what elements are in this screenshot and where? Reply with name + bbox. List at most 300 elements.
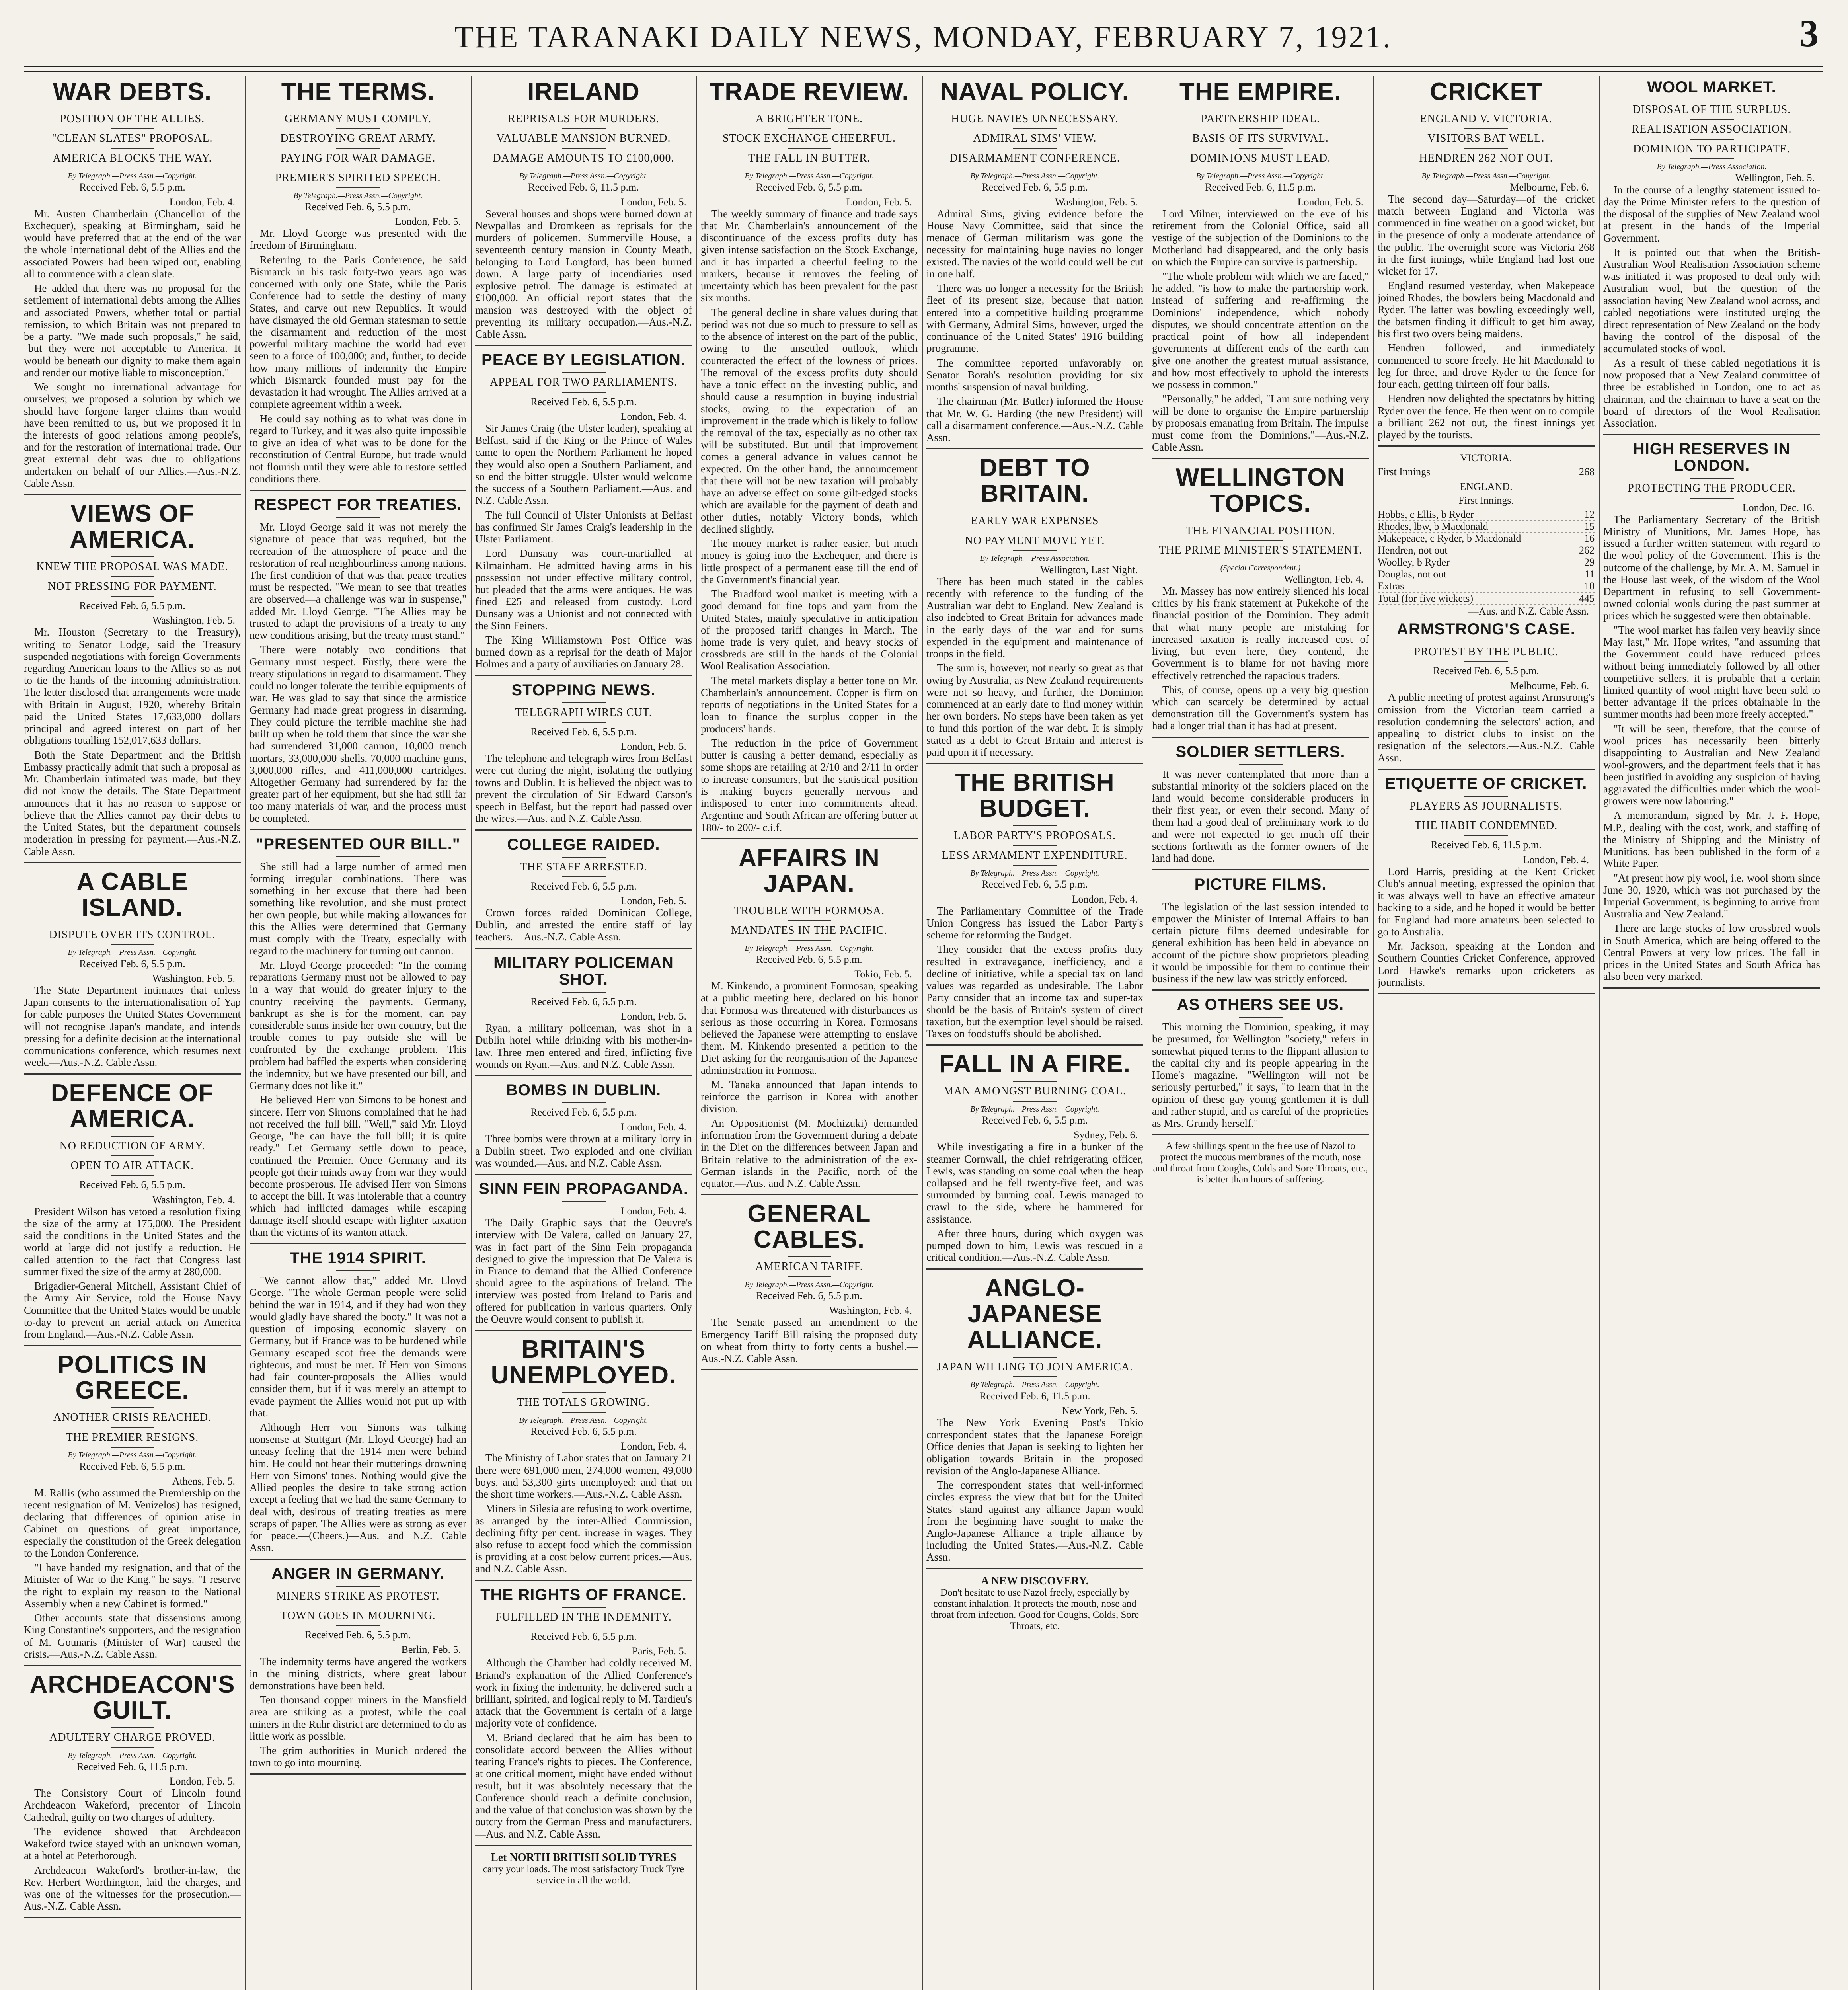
article-headline: DEFENCE OF AMERICA. <box>51 1079 214 1133</box>
section-divider <box>475 948 692 949</box>
divider <box>1013 845 1057 846</box>
section-divider <box>1152 869 1369 870</box>
article-paragraph: The correspondent states that well-informed circles express the view that but for the United States' stand against any alliance Japan would from the beginning have sought to make the Anglo-Japanese Alliance a triple alliance by including the United States.—Aus.-N.Z. Cable Assn. <box>926 1479 1143 1563</box>
article-headline: ANGER IN GERMANY. <box>271 1565 444 1582</box>
article-paragraph: Although the Chamber had coldly received M. Briand's explanation of the Allied Conference's work in fixing the indemnity, he delivered such a brilliant, spirited, and logical reply to M. Tardieu's attack that the Government is certain of a large majority vote of confidence. <box>475 1657 692 1729</box>
article-subheading: POSITION OF THE ALLIES. <box>60 113 205 125</box>
divider <box>1464 835 1508 836</box>
article-paragraph: A public meeting of protest against Armstrong's omission from the Victorian team carried a resolution condemning the selectors' action, and appealing to district clubs to insist on the resignation of the selectors.—Aus.-N.Z. Cable Assn. <box>1378 691 1595 764</box>
article-paragraph: The money market is rather easier, but much money is going into the Exchequer, and there is little prospect of a permanent ease till the end of the Government's financial year. <box>701 537 918 585</box>
article-byline: By Telegraph.—Press Assn.—Copyright. <box>970 172 1099 181</box>
article-paragraph: He could say nothing as to what was done in regard to Turkey, and it was also quite impossible to give an idea of what was to be done for the reconstitution of Central Europe, but trade would not flourish until they were able to restore settled conditions there. <box>250 412 466 485</box>
article-paragraph: M. Tanaka announced that Japan intends to reinforce the garrison in Korea with another division. <box>701 1079 918 1115</box>
article-paragraph: Sir James Craig (the Ulster leader), speaking at Belfast, said if the King or the Prince of Wales came to open the Northern Parliament he hoped they would also open a Southern Parliament, and so end the bitter struggle. Ulster would welcome the success of a Southern Parliament.—Aus. and N.Z. Cable Assn. <box>475 422 692 507</box>
article-byline: By Telegraph.—Press Association. <box>980 554 1090 563</box>
article-received: Received Feb. 6, 5.5 p.m. <box>530 995 637 1007</box>
section-divider <box>475 1580 692 1581</box>
article-byline: By Telegraph.—Press Assn.—Copyright. <box>970 1380 1099 1389</box>
article-dateline: Washington, Feb. 5. <box>152 972 235 984</box>
divider <box>111 1727 154 1728</box>
advert-text: Don't hesitate to use Nazol freely, especially by constant inhalation. It protects the mouth, nose and throat from infection. Good for Coughs, Colds, Sore Throats, etc. <box>930 1587 1139 1632</box>
article-dateline: London, Feb. 5. <box>620 1011 686 1022</box>
article-headline: AS OTHERS SEE US. <box>1177 996 1344 1014</box>
article-dateline: Paris, Feb. 5. <box>632 1645 686 1657</box>
article-paragraph: Hendren followed, and immediately commenced to score freely. He hit Macdonald to leg for three, and drove Ryder to the fence for four each, getting thirteen off four balls. <box>1378 342 1595 390</box>
column-separator <box>1599 76 1600 1990</box>
article-paragraph: M. Briand declared that he aim has been to consolidate accord between the Allies without tearing France's rights to pieces. The Conference, at one critical moment, might have ended without result, but it was absolutely necessary that the Conference should reach a definite conclusion, and the value of that conclusion was shown by the outcry from the German Press and manufacturers.—Aus. and N.Z. Cable Assn. <box>475 1731 692 1840</box>
article-dateline: London, Feb. 4. <box>169 196 235 208</box>
divider <box>111 1427 154 1428</box>
divider <box>336 1586 380 1587</box>
article-subheading: DISPOSAL OF THE SURPLUS. <box>1632 103 1791 116</box>
column-separator <box>245 76 246 1990</box>
divider <box>562 722 606 723</box>
article <box>926 1275 1143 1569</box>
article-received: Received Feb. 6, 5.5 p.m. <box>982 1114 1088 1126</box>
article-paragraph: There are large stocks of low crossbred wools in South America, which are being offered to the Central Powers at very low prices. The fall in prices in the United States and South Africa has also been very marked. <box>1603 922 1820 983</box>
article-received: Received Feb. 6, 5.5 p.m. <box>530 726 637 737</box>
article-headline: DEBT TO BRITAIN. <box>979 454 1090 508</box>
section-divider <box>475 675 692 676</box>
article-dateline: Melbourne, Feb. 6. <box>1510 181 1589 193</box>
article-subheading: DOMINIONS MUST LEAD. <box>1190 152 1331 164</box>
article-subheading: NO REDUCTION OF ARMY. <box>59 1139 205 1152</box>
article <box>475 1586 692 1846</box>
section-divider <box>24 494 241 495</box>
article-subheading: MANDATES IN THE PACIFIC. <box>731 924 887 937</box>
article-subheading: EARLY WAR EXPENSES <box>971 515 1099 527</box>
article-paragraph: The Bradford wool market is meeting with a good demand for fine tops and yarn from the United States, mainly speculative in anticipation of the proposed tariff changes in March. The home trade is very quiet, and heavy stocks of crossbreds are still in the hands of the Colonial Wool Realisation Association. <box>701 588 918 672</box>
article-paragraph: "Personally," he added, "I am sure nothing very will be done to organise the Empire partnership by proposals emanating from Britain. The impulse must come from the Dominions."—Aus.-N.Z. Cable Assn. <box>1152 393 1369 453</box>
article-paragraph: Admiral Sims, giving evidence before the House Navy Committee, said that since the menace of German militarism was gone the necessity for maintaining huge navies no longer existed. The navies of the world could well be cut in one half. <box>926 207 1143 280</box>
article <box>926 79 1143 449</box>
article-received: Received Feb. 6, 5.5 p.m. <box>530 396 637 408</box>
section-divider <box>250 829 466 830</box>
section-divider <box>926 448 1143 449</box>
article-paragraph: "The whole problem with which we are faced," he added, "is how to make the partnership work. Instead of suffering and re-affirming the Dominions' independence, which nobody disputes, we should concentrate attention on the practical point of how all independent governments at different ends of the earth can give one another the greatest mutual assistance, and how most effectively to uphold the interests we possess in common." <box>1152 270 1369 391</box>
divider <box>1239 148 1283 149</box>
divider <box>562 372 606 373</box>
article <box>24 869 241 1075</box>
total-runs: 445 <box>1579 592 1595 604</box>
column-1 <box>24 76 241 1990</box>
article-paragraph: The telephone and telegraph wires from Belfast were cut during the night, isolating the outlying towns and Dublin. It is believed the object was to prevent the circulation of Sir Edward Carson's speech in Belfast, but the report had passed over the wires.—Aus. and N.Z. Cable Assn. <box>475 752 692 825</box>
advertisement <box>926 1575 1143 1632</box>
column-2 <box>250 76 466 1990</box>
article-dateline: Washington, Feb. 5. <box>152 615 235 626</box>
article-received: Received Feb. 6, 11.5 p.m. <box>77 1760 188 1772</box>
article-received: Received Feb. 6, 5.5 p.m. <box>530 880 637 892</box>
scorecard-row <box>1378 521 1595 533</box>
total-label: Total (for five wickets) <box>1378 592 1474 604</box>
advert-text: A few shillings spent in the free use of Nazol to protect the mucous membranes of the mouth, nose and throat from Coughs, Colds and Sore Throats, etc., is better than hours of suffering. <box>1153 1141 1368 1185</box>
article-paragraph: Mr. Massey has now entirely silenced his local critics by his frank statement at Pukekohe of the financial position of the Dominion. They admit that what many people are mistaking for increased taxation is really increased cost of living, but even here, they contend, the Government is to blame for not having more effectively retrenched the rapacious traders. <box>1152 585 1369 681</box>
article-subheading: DAMAGE AMOUNTS TO £100,000. <box>493 152 674 164</box>
article-received: Received Feb. 6, 11.5 p.m. <box>528 181 639 193</box>
article-paragraph: Crown forces raided Dominican College, Dublin, and arrested the entire staff of lay teachers.—Aus.-N.Z. Cable Assn. <box>475 907 692 943</box>
article-paragraph: The New York Evening Post's Tokio correspondent states that the Japanese Foreign Office denies that Japan is seeking to lighten her obligation towards Britain in the proposed revision of the Anglo-Japanese Alliance. <box>926 1416 1143 1477</box>
article-paragraph: The Daily Graphic says that the Oeuvre's interview with De Valera, called on January 27, was in fact part of the Sinn Fein propaganda designed to give the impression that De Valera is in France to demand that the Allied Conference should agree to the aspirations of Ireland. The interview was posted from Ireland to Paris and offered for publication in various quarters. Only the Oeuvre would consent to publish it. <box>475 1217 692 1325</box>
column-6 <box>1152 76 1369 1990</box>
advertisement <box>1152 1141 1369 1185</box>
divider <box>788 128 831 129</box>
article-paragraph: Mr. Jackson, speaking at the London and Southern Counties Cricket Conference, approved Lord Hawke's remarks upon cricketers as journalists. <box>1378 940 1595 988</box>
article-headline: SOLDIER SETTLERS. <box>1175 743 1345 761</box>
divider <box>562 128 606 129</box>
article-paragraph: President Wilson has vetoed a resolution fixing the size of the army at 175,000. The President said the conditions in the United States and the world at large did not justify a reduction. He called attention to the fact that Congress last summer fixed the size of the army at 280,000. <box>24 1205 241 1278</box>
article <box>24 501 241 863</box>
article-subheading: HUGE NAVIES UNNECESSARY. <box>951 113 1119 125</box>
article-byline: By Telegraph.—Press Assn.—Copyright. <box>68 1751 197 1760</box>
article-received: Received Feb. 6, 5.5 p.m. <box>79 600 185 612</box>
divider <box>1690 478 1734 479</box>
article-headline: ETIQUETTE OF CRICKET. <box>1385 775 1587 792</box>
article-subheading: MAN AMONGST BURNING COAL. <box>943 1085 1126 1098</box>
divider <box>1013 148 1057 149</box>
article-byline: By Telegraph.—Press Assn.—Copyright. <box>68 172 197 181</box>
section-divider <box>701 1194 918 1195</box>
article-paragraph: Mr. Lloyd George proceeded: "In the coming reparations Germany must not be allowed to pay in a way that would do greater injury to the country receiving the payments. Germany, bankrupt as she is for the moment, can pay considerable sums inside her own country, but the trouble comes to pay outside she will be confronted by the exchange problem. This problem had baffled the experts when considering the indemnity, but we have presented our bill, and Germany does not like it." <box>250 959 466 1092</box>
scorecard-total <box>1378 593 1595 605</box>
article-subheading: HENDREN 262 NOT OUT. <box>1419 152 1553 164</box>
article-paragraph: Archdeacon Wakeford's brother-in-law, the Rev. Herbert Worthington, laid the charges, and was one of the witnesses for the prosecution.—Aus.-N.Z. Cable Assn. <box>24 1864 241 1912</box>
divider <box>562 1607 606 1608</box>
article-subheading: THE TOTALS GROWING. <box>517 1396 650 1409</box>
section-divider <box>1378 993 1595 994</box>
article-subheading: PLAYERS AS JOURNALISTS. <box>1409 800 1563 812</box>
divider <box>336 856 380 857</box>
scorecard-row <box>1378 466 1595 478</box>
article-subheading: STOCK EXCHANGE CHEERFUL. <box>723 132 896 145</box>
article-headline: STOPPING NEWS. <box>511 681 656 699</box>
section-divider <box>1152 989 1369 991</box>
article-headline: THE BRITISH BUDGET. <box>955 769 1115 823</box>
divider <box>1013 1101 1057 1102</box>
article <box>1603 441 1820 988</box>
divider <box>1464 128 1508 129</box>
article-subheading: ENGLAND V. VICTORIA. <box>1420 113 1552 125</box>
scorecard <box>1378 452 1595 617</box>
section-divider <box>24 1665 241 1666</box>
article-headline: IRELAND <box>527 78 640 105</box>
article-subheading: REALISATION ASSOCIATION. <box>1632 123 1792 136</box>
scorecard-team: ENGLAND. <box>1460 480 1513 492</box>
divider <box>788 940 831 941</box>
article-dateline: Sydney, Feb. 6. <box>1074 1129 1138 1141</box>
divider <box>111 1407 154 1408</box>
divider <box>111 944 154 945</box>
article-dateline: London, Feb. 5. <box>395 216 461 228</box>
article-dateline: London, Feb. 4. <box>1523 854 1589 866</box>
article-byline: By Telegraph.—Press Association. <box>1657 162 1767 172</box>
article-headline: THE EMPIRE. <box>1179 78 1342 105</box>
article-paragraph: Lord Harris, presiding at the Kent Cricket Club's annual meeting, expressed the opinion that it was always well to have an effective amateur backing to a side, and he hoped it would be better for England had more amateurs been selected to go to Australia. <box>1378 865 1595 938</box>
article <box>250 1250 466 1559</box>
divider <box>111 1136 154 1137</box>
article-paragraph: M. Kinkendo, a prominent Formosan, speaking at a public meeting here, declared on his honor that Formosa was threatened with disturbances as serious as those occurring in Korea. Formosans believed the Japanese were attempting to enslave them. M. Kinkendo presented a petition to the Diet asking for the reorganisation of the Japanese administration in Formosa. <box>701 980 918 1076</box>
article-dateline: Melbourne, Feb. 6. <box>1510 680 1589 692</box>
article-received: Received Feb. 6, 5.5 p.m. <box>305 201 411 213</box>
divider <box>562 702 606 703</box>
article <box>250 836 466 1244</box>
article-byline: By Telegraph.—Press Assn.—Copyright. <box>970 869 1099 878</box>
article-paragraph: The Senate passed an amendment to the Emergency Tariff Bill raising the proposed duty on wheat from thirty to forty cents a bushel.—Aus.-N.Z. Cable Assn. <box>701 1316 918 1365</box>
article-headline: THE TERMS. <box>281 78 435 105</box>
article-dateline: London, Feb. 5. <box>620 741 686 753</box>
article-received: Received Feb. 6, 5.5 p.m. <box>530 1106 637 1118</box>
article-paragraph: Several houses and shops were burned down at Newpallas and Dromkeen as reprisals for the murders of policemen. Summerville House, a seventeenth century mansion in County Meath, belonging to Lord Longford, has been burned down. A large party of incendiaries used explosive petrol. The damage is estimated at £100,000. An official report states that the mansion was destroyed with the object of preventing its military occupation.—Aus.-N.Z. Cable Assn. <box>475 207 692 340</box>
article-dateline: Berlin, Feb. 5. <box>401 1644 461 1656</box>
column-separator <box>1373 76 1374 1990</box>
batsman-runs: 12 <box>1584 508 1595 520</box>
article-paragraph: While investigating a fire in a bunker of the steamer Cornwall, the chief refrigerating officer, Lewis, was standing on some coal when the heap collapsed and he fell twenty-five feet, and was surrounded by burning coal. Lewis managed to crawl to the side, where he hammered for assistance. <box>926 1141 1143 1225</box>
article-headline: GENERAL CABLES. <box>747 1200 871 1254</box>
batsman-name: Makepeace, c Ryder, b Macdonald <box>1378 533 1521 544</box>
column-8 <box>1603 76 1820 1990</box>
divider <box>1690 139 1734 140</box>
article-dateline: London, Feb. 5. <box>620 895 686 907</box>
article-headline: ARCHDEACON'S GUILT. <box>29 1671 235 1725</box>
article-paragraph: As a result of these cabled negotiations it is now proposed that a New Zealand committee of three be established in London, one to act as chairman, and the chairman to have a seat on the board of directors of the Wool Realisation Association. <box>1603 357 1820 429</box>
divider <box>111 1447 154 1448</box>
column-4 <box>701 76 918 1990</box>
divider <box>788 1256 831 1257</box>
scorecard-row <box>1378 544 1595 556</box>
article-paragraph: It is pointed out that when the British-Australian Wool Realisation Association scheme was initiated it was proposed to deal only with Australian wool, but the question of the association having New Zealand wool across, and cabled negotiations were instituted urging the direct representation of New Zealand on the body having the control of the disposal of the accumulated stocks of wool. <box>1603 246 1820 355</box>
advert-text: carry your loads. The most satisfactory Truck Tyre service in all the world. <box>483 1864 684 1886</box>
article-paragraph: In the course of a lengthy statement issued to-day the Prime Minister refers to the question of the disposal of the supplies of New Zealand wool at present in the hands of the Imperial Government. <box>1603 183 1820 244</box>
article-headline: POLITICS IN GREECE. <box>57 1351 207 1405</box>
masthead <box>24 7 1823 75</box>
batsman-name: Hobbs, c Ellis, b Ryder <box>1378 508 1474 520</box>
article-paragraph: The Ministry of Labor states that on January 21 there were 691,000 men, 274,000 women, 49,000 boys, and 53,300 girts unemployed; and that on the short time workers.—Aus.-N.Z. Cable Assn. <box>475 1452 692 1500</box>
article-received: Received Feb. 6, 11.5 p.m. <box>1205 181 1316 193</box>
article-dateline: London, Feb. 4. <box>620 410 686 422</box>
divider <box>336 187 380 188</box>
article-paragraph: The legislation of the last session intended to empower the Minister of Internal Affairs to ban certain picture films deemed undesirable for general exhibition has been held in abeyance on account of the picture show proprietors pleading it would be impossible for them to continue their business if the new law was strictly enforced. <box>1152 900 1369 985</box>
article-received: Received Feb. 6, 5.5 p.m. <box>79 1179 185 1191</box>
article-dateline: Wellington, Feb. 5. <box>1735 172 1815 184</box>
article-subheading: NOT PRESSING FOR PAYMENT. <box>48 580 217 593</box>
section-divider <box>1603 987 1820 989</box>
article-received: Received Feb. 6, 5.5 p.m. <box>530 1426 637 1438</box>
article-subheading: OPEN TO AIR ATTACK. <box>70 1159 194 1172</box>
divider <box>111 596 154 597</box>
article-paragraph: Mr. Lloyd George was presented with the freedom of Birmingham. <box>250 227 466 252</box>
article-paragraph: This morning the Dominion, speaking, it may be presumed, for Wellington "society," refers in somewhat piqued terms to the flippant allusion to the capital city and its people appearing in the Home's magazine. "Wellington will not be seriously perturbed," it says, "to learn that in the opinion of these gay young gentlemen it is dull and rather stupid, and as careful of the proprieties as Mrs. Grundy herself." <box>1152 1021 1369 1130</box>
article-headline: FALL IN A FIRE. <box>939 1050 1131 1078</box>
divider <box>336 517 380 518</box>
article-subheading: A BRIGHTER TONE. <box>755 113 863 125</box>
article <box>926 455 1143 764</box>
article-subheading: PROTEST BY THE PUBLIC. <box>1414 645 1558 658</box>
article-paragraph: England resumed yesterday, when Makepeace joined Rhodes, the bowlers being Macdonald and Ryder. The latter was bowling exceedingly well, the batsmen finding it difficult to get him away, his first two overs being maidens. <box>1378 279 1595 340</box>
article-paragraph: The Parliamentary Committee of the Trade Union Congress has issued the Labor Party's scheme for reforming the Budget. <box>926 905 1143 941</box>
article-subheading: PAYING FOR WAR DAMAGE. <box>280 152 436 164</box>
article-paragraph: The indemnity terms have angered the workers in the mining districts, where great labour demonstrations have been held. <box>250 1655 466 1692</box>
divider <box>1690 498 1734 499</box>
section-divider <box>926 1044 1143 1046</box>
section-divider <box>926 1268 1143 1270</box>
article <box>926 1051 1143 1269</box>
article-headline: WOOL MARKET. <box>1647 78 1776 96</box>
divider <box>1239 540 1283 541</box>
divider <box>562 148 606 149</box>
article-subheading: THE FINANCIAL POSITION. <box>1185 524 1335 537</box>
divider <box>111 1175 154 1176</box>
divider <box>1013 1081 1057 1082</box>
article-dateline: London, Feb. 4. <box>620 1121 686 1133</box>
article <box>1603 79 1820 435</box>
scorecard-footer: —Aus. and N.Z. Cable Assn. <box>1468 605 1589 617</box>
batsman-name: Woolley, b Ryder <box>1378 556 1450 568</box>
divider <box>1690 119 1734 120</box>
article-paragraph: The evidence showed that Archdeacon Wakeford twice stayed with an unknown woman, at a hotel at Peterborough. <box>24 1825 241 1862</box>
article-paragraph: She still had a large number of armed men forming irregular combinations. There was something in her excuse that there had been something like revolution, and she must protect her own people, but while making allowances for this the Allies were determined that Germany must comply with the Treaty, especially with regard to the machinery for turning out cannon. <box>250 860 466 957</box>
article-received: Received Feb. 6, 5.5 p.m. <box>756 1290 862 1302</box>
article-dateline: London, Feb. 5. <box>1297 196 1363 208</box>
article-subheading: LABOR PARTY'S PROPOSALS. <box>954 829 1116 842</box>
article <box>926 770 1143 1046</box>
article <box>1152 996 1369 1135</box>
section-divider <box>250 1243 466 1244</box>
section-divider <box>475 345 692 346</box>
article-paragraph: The weekly summary of finance and trade says that Mr. Chamberlain's announcement of the discontinuance of the excess profits duty has given intense satisfaction on the Stock Exchange, and it has imparted a cheerful feeling to the markets, because it removes the feeling of uncertainty which has been prevalent for the past six months. <box>701 207 918 304</box>
article-byline: By Telegraph.—Press Assn.—Copyright. <box>293 191 423 200</box>
columns-container <box>24 76 1823 1990</box>
article-paragraph: The committee reported unfavorably on Senator Borah's resolution providing for six months' suspension of naval building. <box>926 357 1143 393</box>
article-paragraph: "It will be seen, therefore, that the course of wool prices has necessarily been bitterly disappointing to Australian and New Zealand wool-growers, and the department feels that it has been justified in avoiding any suspicion of having aggravated the difficulties under which the wool-growers were now labouring." <box>1603 722 1820 807</box>
masthead-title: THE TARANAKI DAILY NEWS, MONDAY, FEBRUARY 7, 1921. <box>454 20 1392 54</box>
divider <box>1464 661 1508 662</box>
article-paragraph: Referring to the Paris Conference, he said Bismarck in his task forty-two years ago was concerned with only one State, while the Paris Conference had to settle the destiny of many States, and carve out new Republics. It would have dismayed the old German statesman to settle the disarmament and reduction of the most powerful military machine the world had ever seen to a force of 100,000; and, further, to decide how many millions of indemnity the Empire which Bismarck founded must pay for the devastation it had wrought. The Allies arrived at a complete agreement within a week. <box>250 254 466 410</box>
batsman-name: Extras <box>1378 580 1404 592</box>
article-subheading: DISARMAMENT CONFERENCE. <box>949 152 1120 164</box>
article-received: Received Feb. 6, 5.5 p.m. <box>530 1631 637 1643</box>
article-paragraph: The metal markets display a better tone on Mr. Chamberlain's announcement. Copper is firm on reports of negotiations in the United States for a loan to finance the surplus copper in the producers' hands. <box>701 674 918 735</box>
divider <box>1013 128 1057 129</box>
section-divider <box>475 1174 692 1175</box>
article-paragraph: Mr. Lloyd George said it was not merely the signature of peace that was required, but the recreation of the atmosphere of peace and the restoration of real neighbourliness among nations. The first condition of that was that peace treaties must be respected. "We mean to see that treaties are observed—a challenge was war in suspense," added Mr. Lloyd George. "The Allies may be trusted to adapt the provisions of a treaty to any new conditions arising, but the treaty must stand." <box>250 521 466 642</box>
article-paragraph: A memorandum, signed by Mr. J. F. Hope, M.P., dealing with the cost, work, and staffing of the Ministry of Shipping and the Ministry of Munitions, has been published in the form of a White Paper. <box>1603 809 1820 870</box>
divider <box>111 1747 154 1748</box>
article <box>1378 621 1595 770</box>
masthead-rule <box>24 66 1823 72</box>
article-paragraph: The Consistory Court of Lincoln found Archdeacon Wakeford, precentor of Lincoln Cathedral, guilty on two charges of adultery. <box>24 1787 241 1823</box>
divider <box>788 148 831 149</box>
article-headline: ANGLO-JAPANESE ALLIANCE. <box>967 1274 1103 1354</box>
divider <box>336 1625 380 1626</box>
article-paragraph: The chairman (Mr. Butler) informed the House that Mr. W. G. Harding (the new President) will call a disarmament conference.—Aus.-N.Z. Cable Assn. <box>926 395 1143 443</box>
article-dateline: London, Feb. 4. <box>620 1205 686 1217</box>
article-received: Received Feb. 6, 5.5 p.m. <box>79 958 185 970</box>
article-headline: HIGH RESERVES IN LONDON. <box>1633 440 1791 475</box>
article-headline: RESPECT FOR TREATIES. <box>254 496 462 514</box>
article-paragraph: Both the State Department and the British Embassy practically admit that such a proposal as Mr. Chamberlain intimated was made, but they did not know the details. The State Department announces that it has no reason to suppose or believe that the Allies cannot pay their debts to the United States, but the department counsels moderation in pressing for payment.—Aus.-N.Z. Cable Assn. <box>24 749 241 857</box>
article-subheading: ADMIRAL SIMS' VIEW. <box>973 132 1097 145</box>
article-headline: COLLEGE RAIDED. <box>507 835 660 853</box>
article-paragraph: There were notably two conditions that Germany must respect. Firstly, there were the treaty stipulations in regard to disarmament. They could no longer tolerate the terrible equipments of war. He was glad to say that since the armistice Germany had made great progress in disarming. They could picture the terrible machine she had built up when he told them that since the war she had surrendered 31,000 cannon, 10,000 trench mortars, 33,000,000 shells, 70,000 machine guns, 3,000,000 rifles, and 411,000,000 cartridges. Altogether Germany had surrendered by far the greater part of her equipment, but she had still far too many materials of war, and the process must be completed. <box>250 644 466 824</box>
article-subheading: APPEAL FOR TWO PARLIAMENTS. <box>490 376 677 389</box>
article-received: Received Feb. 6, 5.5 p.m. <box>79 1460 185 1472</box>
article-paragraph: After three hours, during which oxygen was pumped down to him, Lewis was rescued in a critical condition.—Aus.-N.Z. Cable Assn. <box>926 1227 1143 1264</box>
article-subheading: DOMINION TO PARTICIPATE. <box>1633 142 1790 155</box>
article-paragraph: "At present how ply wool, i.e. wool shorn since June 30, 1920, which was not purchased by the Imperial Government, is beginning to arrive from Australia and New Zealand." <box>1603 872 1820 920</box>
article-headline: PICTURE FILMS. <box>1194 875 1327 893</box>
article-subheading: THE PRIME MINISTER'S STATEMENT. <box>1159 544 1362 557</box>
batsman-name: Douglas, not out <box>1378 568 1446 580</box>
divider <box>788 920 831 921</box>
divider <box>562 1412 606 1413</box>
section-divider <box>701 1369 918 1370</box>
page-number: 3 <box>1799 12 1819 55</box>
article-paragraph: Lord Milner, interviewed on the eve of his retirement from the Colonial Office, said all vestige of the subjection of the Dominions to the Motherland had disappeared, and the only basis on which the Empire can survive is partnership. <box>1152 207 1369 268</box>
article-paragraph: The reduction in the price of Government butter is causing a better demand, especially as some shops are retailing at 2/10 and 2/11 in order to increase consumers, but the statistical position is making buyers generally nervous and indisposed to enter into commitments ahead. Argentine and South African are offering butter at 180/- to 200/- c.i.f. <box>701 737 918 833</box>
batsman-runs: 15 <box>1584 520 1595 532</box>
article-headline: TRADE REVIEW. <box>709 78 909 105</box>
article-subheading: ANOTHER CRISIS REACHED. <box>53 1411 212 1424</box>
article-subheading: KNEW THE PROPOSAL WAS MADE. <box>36 560 228 573</box>
article-headline: WELLINGTON TOPICS. <box>1175 464 1345 517</box>
article <box>1152 79 1369 459</box>
article-paragraph: The second day—Saturday—of the cricket match between England and Victoria was commenced in fine weather on a good wicket, but in the presence of only a moderate attendance of the public. The overnight score was Victoria 268 in the first innings, while England had lost one wicket for 17. <box>1378 193 1595 277</box>
article-received: Received Feb. 6, 5.5 p.m. <box>756 954 862 966</box>
article-dateline: Athens, Feb. 5. <box>172 1475 235 1487</box>
section-divider <box>926 763 1143 764</box>
article-headline: PEACE BY LEGISLATION. <box>481 351 686 369</box>
article-headline: NAVAL POLICY. <box>940 78 1129 105</box>
article-subheading: PREMIER'S SPIRITED SPEECH. <box>275 172 441 184</box>
column-separator <box>922 76 923 1990</box>
article-paragraph: Three bombs were thrown at a military lorry in a Dublin street. Two exploded and one civilian was wounded.—Aus. and N.Z. Cable Assn. <box>475 1133 692 1169</box>
article-dateline: London, Feb. 4. <box>620 1440 686 1452</box>
article-paragraph: Although Herr von Simons was talking nonsense at Stuttgart (Mr. Lloyd George) had an uneasy feeling that the 1914 men were behind him. He could not hear their mutterings drowning Herr von Simons' tones. Nothing would give the Allied peoples the desire to take strong action except a feeling that we had the same Germany to deal with, desirous of treating treaties as mere scraps of paper. The Allies were as strong as ever for peace.—(Cheers.)—Aus. and N.Z. Cable Assn. <box>250 1421 466 1554</box>
article-paragraph: An Oppositionist (M. Mochizuki) demanded information from the Government during a debate in the Diet on the differences between Japan and Britain relative to the administration of the ex-German islands in the Pacific, north of the equator.—Aus. and N.Z. Cable Assn. <box>701 1117 918 1189</box>
divider <box>562 876 606 877</box>
advert-headline: Let NORTH BRITISH SOLID TYRES <box>491 1851 676 1864</box>
article-received: Received Feb. 6, 11.5 p.m. <box>979 1390 1090 1402</box>
article-headline: CRICKET <box>1430 78 1542 105</box>
scorecard-team: VICTORIA. <box>1460 452 1512 464</box>
article-headline: VIEWS OF AMERICA. <box>70 500 195 554</box>
section-divider <box>1152 1134 1369 1135</box>
article-received: Received Feb. 6, 5.5 p.m. <box>305 1629 411 1641</box>
section-divider <box>475 1845 692 1846</box>
article <box>701 79 918 839</box>
divider <box>111 556 154 557</box>
divider <box>1464 148 1508 149</box>
article-subheading: VALUABLE MANSION BURNED. <box>496 132 671 145</box>
article <box>24 1080 241 1346</box>
divider <box>562 1102 606 1103</box>
article <box>475 954 692 1076</box>
article-received: Received Feb. 6, 5.5 p.m. <box>982 181 1088 193</box>
article-paragraph: Brigadier-General Mitchell, Assistant Chief of the Army Air Service, told the House Navy Committee that the United States would be unable to-day to prevent an aerial attack on America from England.—Aus.-N.Z. Cable Assn. <box>24 1280 241 1340</box>
article-dateline: Washington, Feb. 5. <box>1055 196 1138 208</box>
article <box>1152 464 1369 737</box>
article-subheading: MINERS STRIKE AS PROTEST. <box>276 1590 440 1602</box>
article <box>475 1082 692 1175</box>
article-byline: By Telegraph.—Press Assn.—Copyright. <box>745 1280 874 1289</box>
article-paragraph: There has been much stated in the cables recently with reference to the funding of the Australian war debt to England. New Zealand is also indebted to Great Britain for advances made in the early days of the war and for sums expended in the equipment and maintenance of troops in the field. <box>926 575 1143 660</box>
scorecard-row <box>1378 568 1595 580</box>
article-subheading: NO PAYMENT MOVE YET. <box>965 534 1105 547</box>
section-divider <box>1152 458 1369 459</box>
article <box>1378 79 1595 447</box>
scorecard-row <box>1378 509 1595 521</box>
article-paragraph: He believed Herr von Simons to be honest and sincere. Herr von Simons complained that he had not received the full bill. "Well," said Mr. Lloyd George, "he can have the full bill; it is quite ready." Let Germany settle down to peace, continued the Premier. Once Germany and its people got their minds away from war they would become prosperous. He advised Herr von Simons to accept the bill. It was intolerable that a country which had inflicted damages while escaping damage itself should escape with lighter taxation than the victims of its wanton attack. <box>250 1094 466 1238</box>
article-dateline: London, Feb. 5. <box>846 196 912 208</box>
